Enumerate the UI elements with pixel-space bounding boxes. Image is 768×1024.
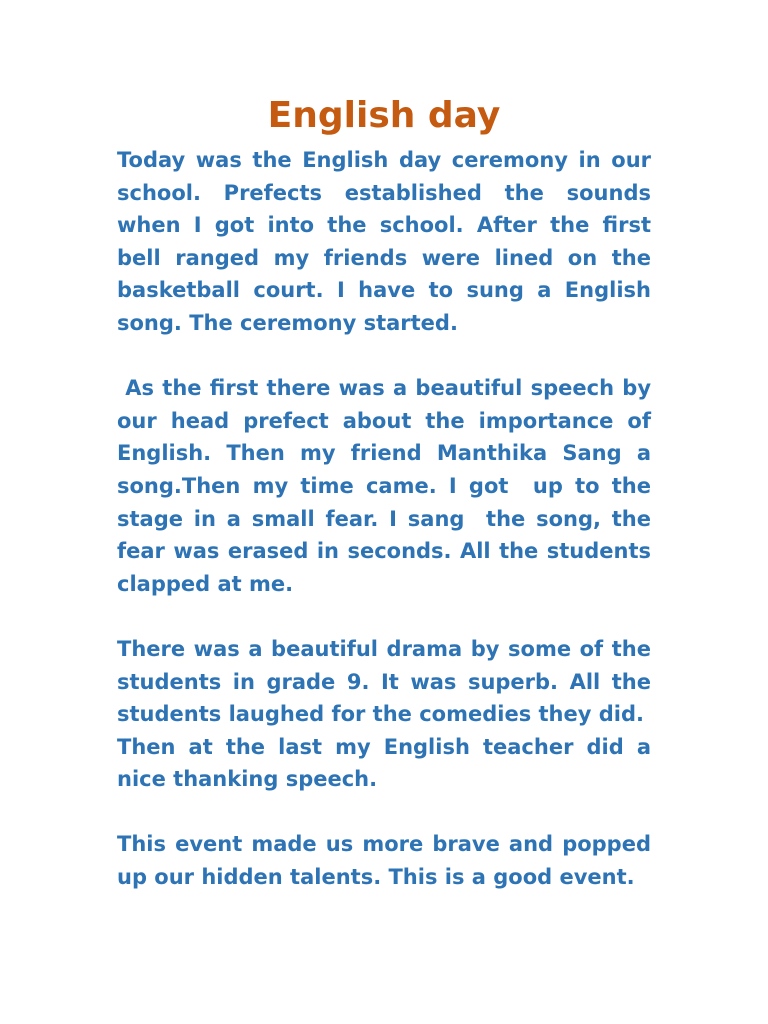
paragraph-conclusion: This event made us more brave and popped up our hidden talents. This is a good event. (117, 832, 651, 890)
paragraph-ceremony: As the first there was a beautiful speech by our head prefect about the importance of English. Then my friend Manthika Sang a song.Then my time came. I got up to the stage in a small fear. I sang the song, the fear was erased in seconds. All the students clapped at me. (117, 376, 659, 596)
document-title: English day (267, 95, 501, 136)
paragraph-drama: There was a beautiful drama by some of the students in grade 9. It was superb. All the students laughed for the comedies they did. (117, 636, 651, 727)
document-page (117, 92, 659, 894)
paragraph-thanking: Then at the last my English teacher did a nice thanking speech. (117, 734, 651, 792)
paragraph-arrival: Today was the English day ceremony in our school. Prefects established the sounds when I got into the school. After the first bell ranged my friends were lined on the basketball court. I have to sung a English song. The ceremony started. (117, 148, 651, 335)
